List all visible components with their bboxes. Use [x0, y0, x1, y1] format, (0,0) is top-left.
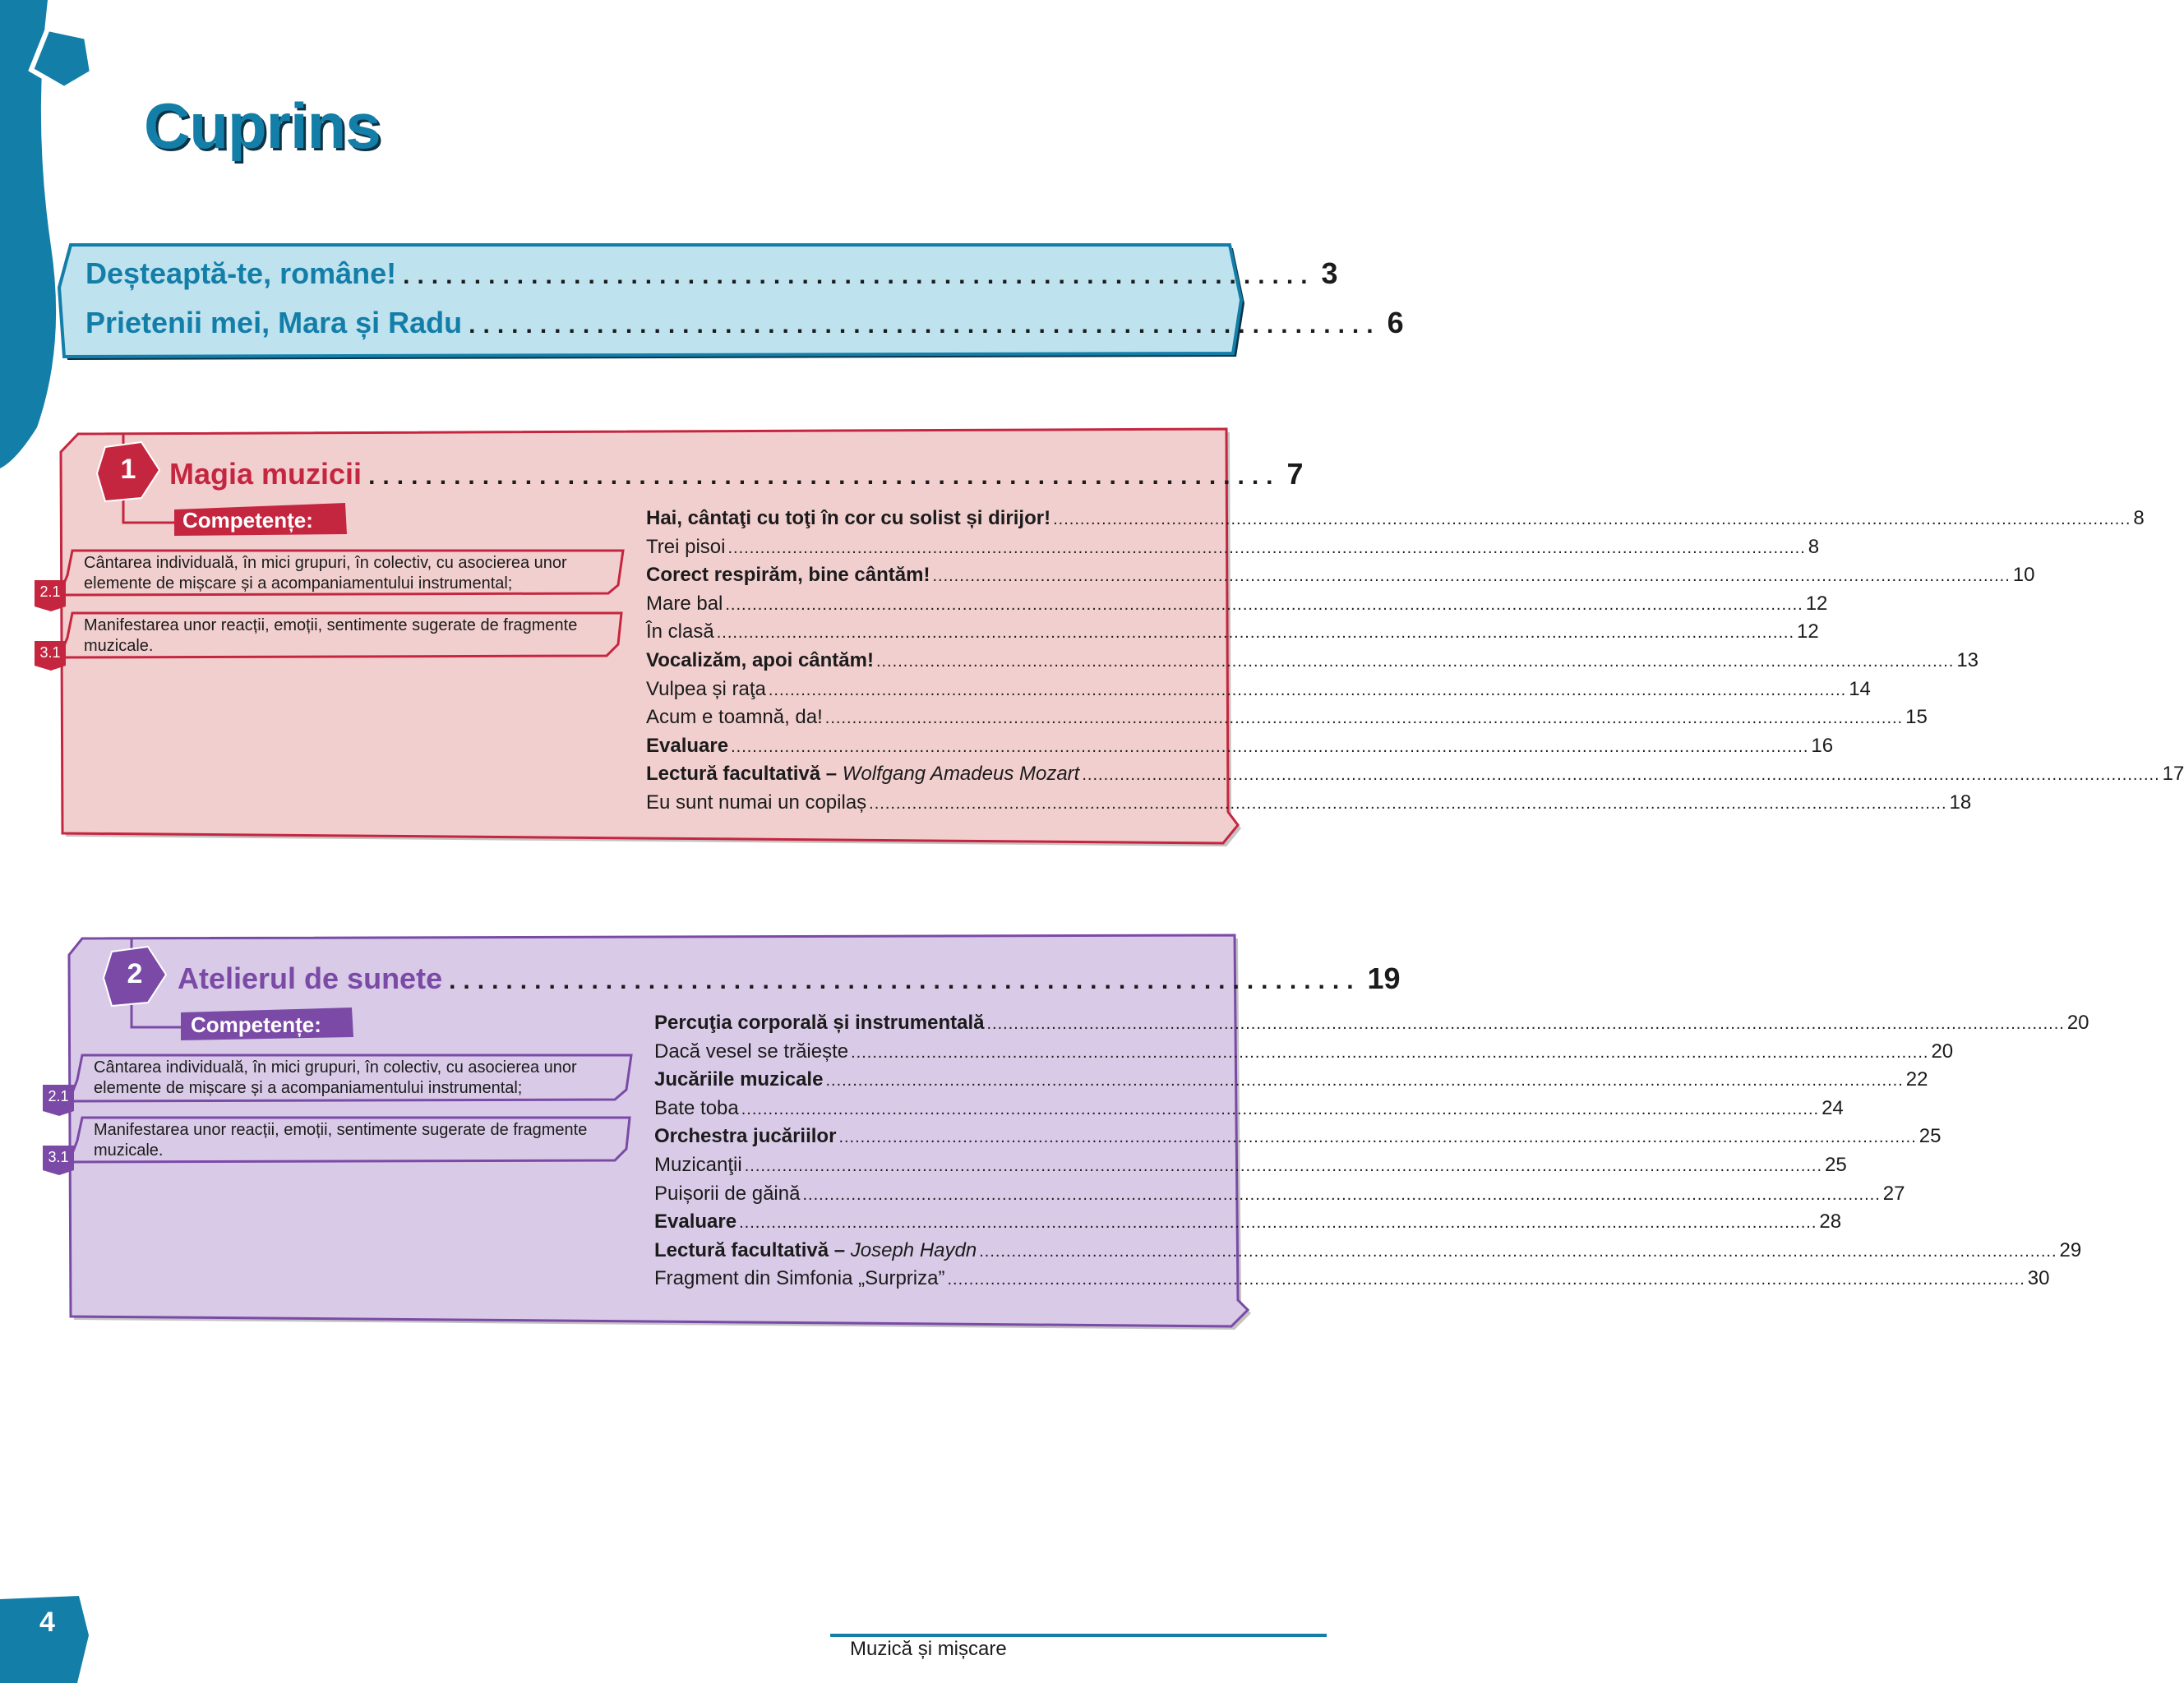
toc-entry-intro-2[interactable] [85, 306, 1404, 340]
dot-leader: ........................................................................................................................................................................................................ [979, 1242, 2057, 1261]
toc-entry-label: Dacă vesel se trăiește [654, 1040, 849, 1063]
toc-entry-page: 15 [1905, 706, 1928, 729]
dot-leader: ........................................................................................................................................................................................................ [739, 1214, 1817, 1233]
toc-entry-label: Lectură facultativă – Joseph Haydn [654, 1238, 977, 1261]
toc-entry-label: Percuţia corporală și instrumentală [654, 1012, 985, 1034]
page-number: 4 [39, 1607, 55, 1638]
dot-leader: ........................................................................................................................................................................................................ [1053, 510, 2131, 528]
competence-text: Manifestarea unor reacții, emoții, sentimente sugerate de fragmente muzicale. [84, 616, 578, 655]
dot-leader: ........................................................................................................................................................................................................ [727, 538, 1806, 557]
dot-leader: ........................................................................................................................................................................................................ [1082, 766, 2160, 785]
footer-book-title: Muzică și mișcare [850, 1638, 1007, 1660]
toc-entry[interactable] [646, 677, 1871, 707]
toc-entry[interactable] [654, 1012, 2089, 1040]
toc-entry-page: 20 [2066, 1012, 2089, 1034]
toc-entry-label: Acum e toamnă, da! [646, 706, 823, 729]
unit1-number: 1 [120, 454, 136, 485]
toc-entry-page: 12 [1797, 620, 1819, 643]
competence-code: 2.1 [39, 583, 61, 600]
unit-title-label: Atelierul de sunete [178, 961, 443, 995]
toc-entry[interactable] [654, 1182, 1905, 1211]
dot-leader: ................................................................ [403, 262, 1315, 289]
toc-entry-page: 6 [1387, 306, 1404, 339]
toc-entry[interactable] [646, 535, 1820, 565]
toc-entry[interactable] [654, 1068, 1928, 1097]
toc-entry-label: Trei pisoi [646, 535, 726, 558]
unit-title-page: 19 [1367, 961, 1401, 995]
toc-entry[interactable] [654, 1238, 2082, 1268]
toc-entry[interactable] [646, 592, 1828, 621]
toc-entry-page: 14 [1849, 677, 1871, 700]
toc-entry-label: Jucăriile muzicale [654, 1068, 824, 1091]
toc-entry-label: Evaluare [654, 1210, 737, 1233]
toc-entry-page: 10 [2012, 564, 2035, 587]
toc-entry-intro-1[interactable] [85, 256, 1338, 291]
toc-entry-page: 20 [1931, 1040, 1954, 1063]
unit1-title-entry[interactable] [169, 457, 1304, 491]
toc-entry[interactable] [654, 1040, 1954, 1069]
competence-code: 3.1 [39, 644, 61, 661]
toc-entry-label: Corect respirăm, bine cântăm! [646, 564, 930, 587]
toc-entry-page: 13 [1956, 648, 1979, 671]
toc-entry[interactable] [646, 564, 2035, 593]
toc-entry-page: 12 [1805, 592, 1828, 615]
competence-code: 3.1 [48, 1149, 69, 1165]
unit1-lessons-list [646, 507, 2184, 820]
dot-leader: ........................................................................................................................................................................................................ [741, 1100, 1820, 1118]
toc-entry[interactable] [654, 1267, 2050, 1296]
toc-entry-page: 8 [2133, 507, 2145, 529]
toc-entry-page: 25 [1919, 1125, 1942, 1148]
dot-leader: ................................................................ [469, 311, 1381, 339]
toc-entry-author: Wolfgang Amadeus Mozart [842, 763, 1080, 786]
dot-leader: ........................................................................................................................................................................................................ [986, 1015, 2065, 1033]
toc-entry-page: 25 [1825, 1153, 1847, 1176]
toc-entry-label: Hai, cântaţi cu toţi în cor cu solist și dirijor! [646, 507, 1051, 529]
toc-entry-page: 29 [2059, 1238, 2082, 1261]
dot-leader: ........................................................................................................................................................................................................ [744, 1156, 1823, 1175]
toc-entry[interactable] [646, 734, 1834, 763]
dot-leader: ........................................................................................................................................................................................................ [932, 567, 2011, 586]
toc-entry-page: 18 [1949, 791, 1972, 814]
toc-entry-label: Evaluare [646, 734, 729, 757]
competences-label: Competențe: [182, 508, 313, 533]
dot-leader: ........................................................................................................................................................................................................ [869, 794, 1947, 813]
toc-entry-label: Vocalizăm, apoi cântăm! [646, 648, 874, 671]
dot-leader: ........................................................................................................................................................................................................ [825, 1072, 1904, 1090]
toc-entry-page: 27 [1882, 1182, 1905, 1205]
toc-entry-page: 17 [2162, 763, 2184, 786]
toc-entry-label: Mare bal [646, 592, 723, 615]
dot-leader: ........................................................................................................................................................................................................ [875, 652, 1955, 671]
toc-entry-label: Puișorii de găină [654, 1182, 801, 1205]
dot-leader: ................................................................ [449, 967, 1361, 994]
dot-leader: ........................................................................................................................................................................................................ [716, 624, 1795, 643]
dot-leader: ........................................................................................................................................................................................................ [731, 737, 1809, 756]
toc-entry[interactable] [646, 620, 1819, 649]
toc-entry[interactable] [646, 507, 2145, 536]
toc-entry-label: Fragment din Simfonia „Surpriza” [654, 1267, 945, 1290]
toc-entry[interactable] [646, 791, 1972, 820]
toc-entry-page: 8 [1808, 535, 1820, 558]
toc-entry-author: Joseph Haydn [850, 1238, 977, 1261]
toc-entry-page: 30 [2027, 1267, 2050, 1290]
toc-entry[interactable] [654, 1096, 1844, 1126]
toc-entry-page: 16 [1811, 734, 1834, 757]
toc-entry-page: 24 [1822, 1096, 1844, 1119]
toc-entry-label: Prietenii mei, Mara și Radu [85, 306, 463, 339]
dot-leader: ........................................................................................................................................................................................................ [947, 1270, 2025, 1289]
toc-entry-label: Bate toba [654, 1096, 739, 1119]
toc-entry[interactable] [654, 1210, 1842, 1239]
toc-entry-label: Deșteaptă-te, române! [85, 256, 397, 290]
toc-entry[interactable] [654, 1125, 1942, 1154]
unit-title-label: Magia muzicii [169, 457, 362, 491]
dot-leader: ........................................................................................................................................................................................................ [768, 680, 1847, 699]
dot-leader: ........................................................................................................................................................................................................ [802, 1185, 1881, 1204]
competence-text: Cântarea individuală, în mici grupuri, în colectiv, cu asocierea unor elemente de mișcare și a acompaniamentului instrumental; [94, 1058, 577, 1097]
competence-text: Cântarea individuală, în mici grupuri, în colectiv, cu asocierea unor elemente de mișcare și a acompaniamentului instrumental; [84, 554, 567, 593]
competence-text: Manifestarea unor reacții, emoții, sentimente sugerate de fragmente muzicale. [94, 1121, 588, 1160]
unit2-lessons-list [654, 1012, 2089, 1296]
dot-leader: ........................................................................................................................................................................................................ [851, 1043, 1929, 1062]
page-title: Cuprins [144, 90, 381, 162]
toc-entry[interactable] [646, 763, 2184, 791]
unit2-title-entry[interactable] [178, 961, 1401, 996]
competences-label: Competențe: [191, 1012, 321, 1037]
dot-leader: ........................................................................................................................................................................................................ [838, 1128, 1917, 1147]
toc-entry-label: Lectură facultativă – Wolfgang Amadeus Mozart [646, 763, 1080, 786]
toc-entry-label: În clasă [646, 620, 714, 643]
toc-entry-page: 22 [1905, 1068, 1928, 1091]
unit-title-page: 7 [1286, 457, 1304, 491]
toc-entry-label: Vulpea și raţa [646, 677, 766, 700]
toc-entry-label: Orchestra jucăriilor [654, 1125, 837, 1148]
dot-leader: ................................................................ [368, 463, 1281, 490]
dot-leader: ........................................................................................................................................................................................................ [725, 595, 1803, 614]
toc-entry[interactable] [646, 706, 1928, 735]
toc-entry-label: Muzicanţii [654, 1153, 742, 1176]
competence-code: 2.1 [48, 1088, 69, 1104]
toc-entry-page: 28 [1819, 1210, 1842, 1233]
toc-entry[interactable] [654, 1153, 1847, 1183]
toc-entry[interactable] [646, 648, 1979, 678]
toc-entry-page: 3 [1321, 256, 1338, 290]
unit2-number: 2 [127, 958, 143, 989]
dot-leader: ........................................................................................................................................................................................................ [824, 709, 1904, 728]
toc-entry-label: Eu sunt numai un copilaș [646, 791, 867, 814]
